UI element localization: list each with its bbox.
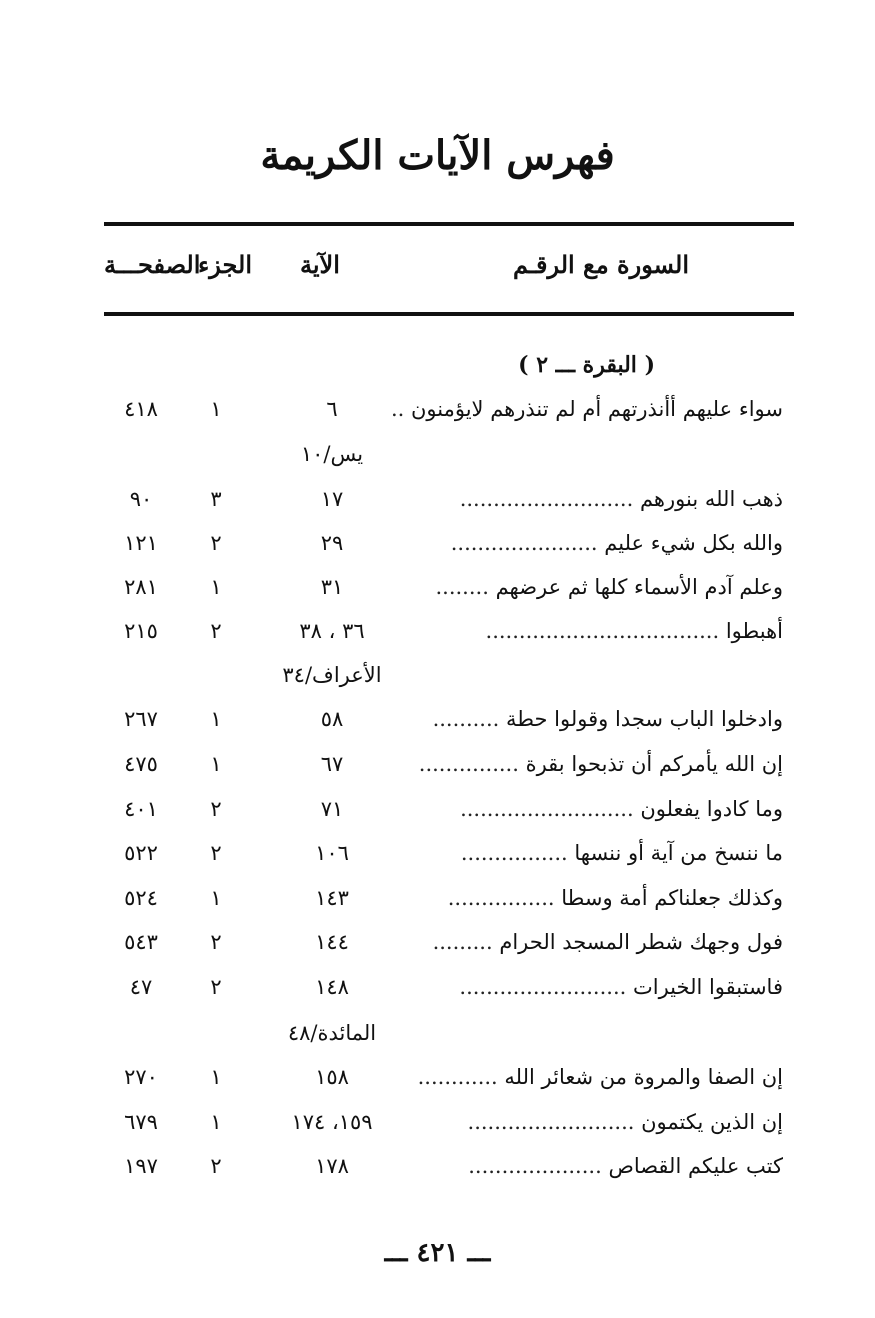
juz-number: ٢: [210, 1154, 222, 1178]
aya-number: ١٧٨: [315, 1154, 349, 1178]
page-number-cell: ٤١٨: [124, 397, 158, 421]
page-title: فهرس الآيات الكريمة: [260, 132, 615, 179]
leader-dots: ..: [390, 397, 405, 421]
leader-dots: .........................: [459, 975, 627, 999]
page-number-cell: ٥٢٤: [124, 886, 158, 910]
aya-number: ١٤٤: [315, 930, 349, 954]
juz-number: ٢: [210, 975, 222, 999]
verse-text-cell: [413, 752, 783, 776]
table-row: [0, 487, 875, 527]
header-aya: الآية: [300, 250, 340, 279]
juz-number: ١: [210, 1110, 222, 1134]
verse-text-cell: [390, 397, 783, 421]
aya-number: ٥٨: [320, 707, 344, 731]
leader-dots: ...................................: [485, 619, 720, 643]
juz-number: ١: [210, 707, 222, 731]
leader-dots: .........................: [467, 1110, 635, 1134]
cross-reference: الأعراف/٣٤: [282, 663, 382, 687]
verse-text-cell: [413, 619, 783, 643]
juz-number: ١: [210, 575, 222, 599]
leader-dots: ......................: [450, 531, 598, 555]
aya-number: ٣٦ ، ٣٨: [299, 619, 365, 643]
page-number-cell: ٤٧: [129, 975, 153, 999]
cross-reference: يس/١٠: [300, 442, 364, 466]
verse-text-cell: [413, 1065, 783, 1089]
page-number-cell: ١٩٧: [124, 1154, 158, 1178]
header-surah: السورة مع الرقـم: [513, 250, 689, 279]
juz-number: ٢: [210, 930, 222, 954]
table-row: [0, 575, 875, 615]
aya-number: ١٤٨: [315, 975, 349, 999]
verse-text-cell: [413, 707, 783, 731]
verse-text: ما ننسخ من آية أو ننسها: [574, 841, 783, 865]
header-top-rule: [104, 222, 794, 226]
leader-dots: ..........................: [459, 487, 634, 511]
juz-number: ٢: [210, 797, 222, 821]
leader-dots: ........: [435, 575, 489, 599]
page-number-cell: ٦٧٩: [124, 1110, 158, 1134]
page-number-cell: ٤٠١: [124, 797, 158, 821]
header-juz: الجزء: [198, 250, 252, 279]
leader-dots: ................: [460, 841, 568, 865]
cross-reference-row: [0, 442, 875, 482]
page-number-cell: ٢٦٧: [124, 707, 158, 731]
table-row: [0, 752, 875, 792]
page-number-cell: ٥٤٣: [124, 930, 158, 954]
verse-text-cell: [413, 1110, 783, 1134]
verse-text-cell: [413, 531, 783, 555]
juz-number: ١: [210, 1065, 222, 1089]
table-row: [0, 1110, 875, 1150]
page-number-cell: ٢٧٠: [124, 1065, 158, 1089]
aya-number: ٢٩: [320, 531, 344, 555]
aya-number: ٦٧: [320, 752, 344, 776]
aya-number: ٧١: [320, 797, 344, 821]
aya-number: ٣١: [320, 575, 344, 599]
table-row: [0, 975, 875, 1015]
juz-number: ١: [210, 397, 222, 421]
leader-dots: .........: [432, 930, 493, 954]
page-number-cell: ٤٧٥: [124, 752, 158, 776]
juz-number: ١: [210, 752, 222, 776]
verse-text: وكذلك جعلناكم أمة وسطا: [561, 886, 783, 910]
aya-number: ١٠٦: [315, 841, 349, 865]
cross-reference-row: [0, 663, 875, 703]
surah-group-heading: [0, 352, 875, 392]
juz-number: ٢: [210, 531, 222, 555]
juz-number: ٢: [210, 841, 222, 865]
verse-text: وادخلوا الباب سجدا وقولوا حطة: [506, 707, 783, 731]
table-row: [0, 797, 875, 837]
page-number-cell: ١٢١: [124, 531, 158, 555]
table-row: [0, 1065, 875, 1105]
aya-number: ١٥٩، ١٧٤: [291, 1110, 373, 1134]
aya-number: ١٧: [320, 487, 344, 511]
verse-text-cell: [413, 886, 783, 910]
page-number: ـــ ٤٢١ ـــ: [384, 1238, 491, 1268]
juz-number: ٣: [210, 487, 222, 511]
verse-text-cell: [413, 487, 783, 511]
page-number-cell: ٢١٥: [124, 619, 158, 643]
table-row: [0, 841, 875, 881]
verse-text: والله بكل شيء عليم: [604, 531, 783, 555]
verse-text-cell: [413, 797, 783, 821]
aya-number: ٦: [326, 397, 338, 421]
verse-text: ذهب الله بنورهم: [639, 487, 783, 511]
table-row: [0, 397, 875, 437]
page-number-cell: ٢٨١: [124, 575, 158, 599]
aya-number: ١٤٣: [315, 886, 349, 910]
header-page: الصفحـــة: [104, 250, 201, 279]
table-row: [0, 930, 875, 970]
verse-text: فول وجهك شطر المسجد الحرام: [499, 930, 783, 954]
cross-reference: المائدة/٤٨: [287, 1021, 377, 1045]
table-row: [0, 619, 875, 659]
verse-text: وعلم آدم الأسماء كلها ثم عرضهم: [495, 575, 783, 599]
juz-number: ١: [210, 886, 222, 910]
verse-text: إن الذين يكتمون: [641, 1110, 783, 1134]
page-number-cell: ٥٢٢: [124, 841, 158, 865]
leader-dots: ..........: [432, 707, 500, 731]
group-label: ( البقرة ـــ ٢ ): [518, 352, 655, 378]
header-bottom-rule: [104, 312, 794, 316]
verse-text: أهبطوا: [725, 619, 783, 643]
aya-number: ١٥٨: [315, 1065, 349, 1089]
verse-text-cell: [413, 841, 783, 865]
verse-text-cell: [413, 575, 783, 599]
verse-text-cell: [413, 930, 783, 954]
verse-text: سواء عليهم أأنذرتهم أم لم تنذرهم لايؤمنون: [411, 397, 783, 421]
verse-text: إن الله يأمركم أن تذبحوا بقرة: [525, 752, 783, 776]
verse-text: فاستبقوا الخيرات: [632, 975, 783, 999]
verse-text: كتب عليكم القصاص: [608, 1154, 783, 1178]
leader-dots: ............: [417, 1065, 498, 1089]
table-row: [0, 707, 875, 747]
juz-number: ٢: [210, 619, 222, 643]
page-number-cell: ٩٠: [129, 487, 153, 511]
table-row: [0, 886, 875, 926]
table-row: [0, 531, 875, 571]
table-row: [0, 1154, 875, 1194]
leader-dots: ..........................: [460, 797, 634, 821]
cross-reference-row: [0, 1021, 875, 1061]
verse-text: إن الصفا والمروة من شعائر الله: [504, 1065, 783, 1089]
leader-dots: ...............: [418, 752, 519, 776]
verse-text: وما كادوا يفعلون: [640, 797, 783, 821]
leader-dots: ................: [447, 886, 555, 910]
verse-text-cell: [413, 975, 783, 999]
verse-text-cell: [413, 1154, 783, 1178]
leader-dots: ....................: [468, 1154, 602, 1178]
